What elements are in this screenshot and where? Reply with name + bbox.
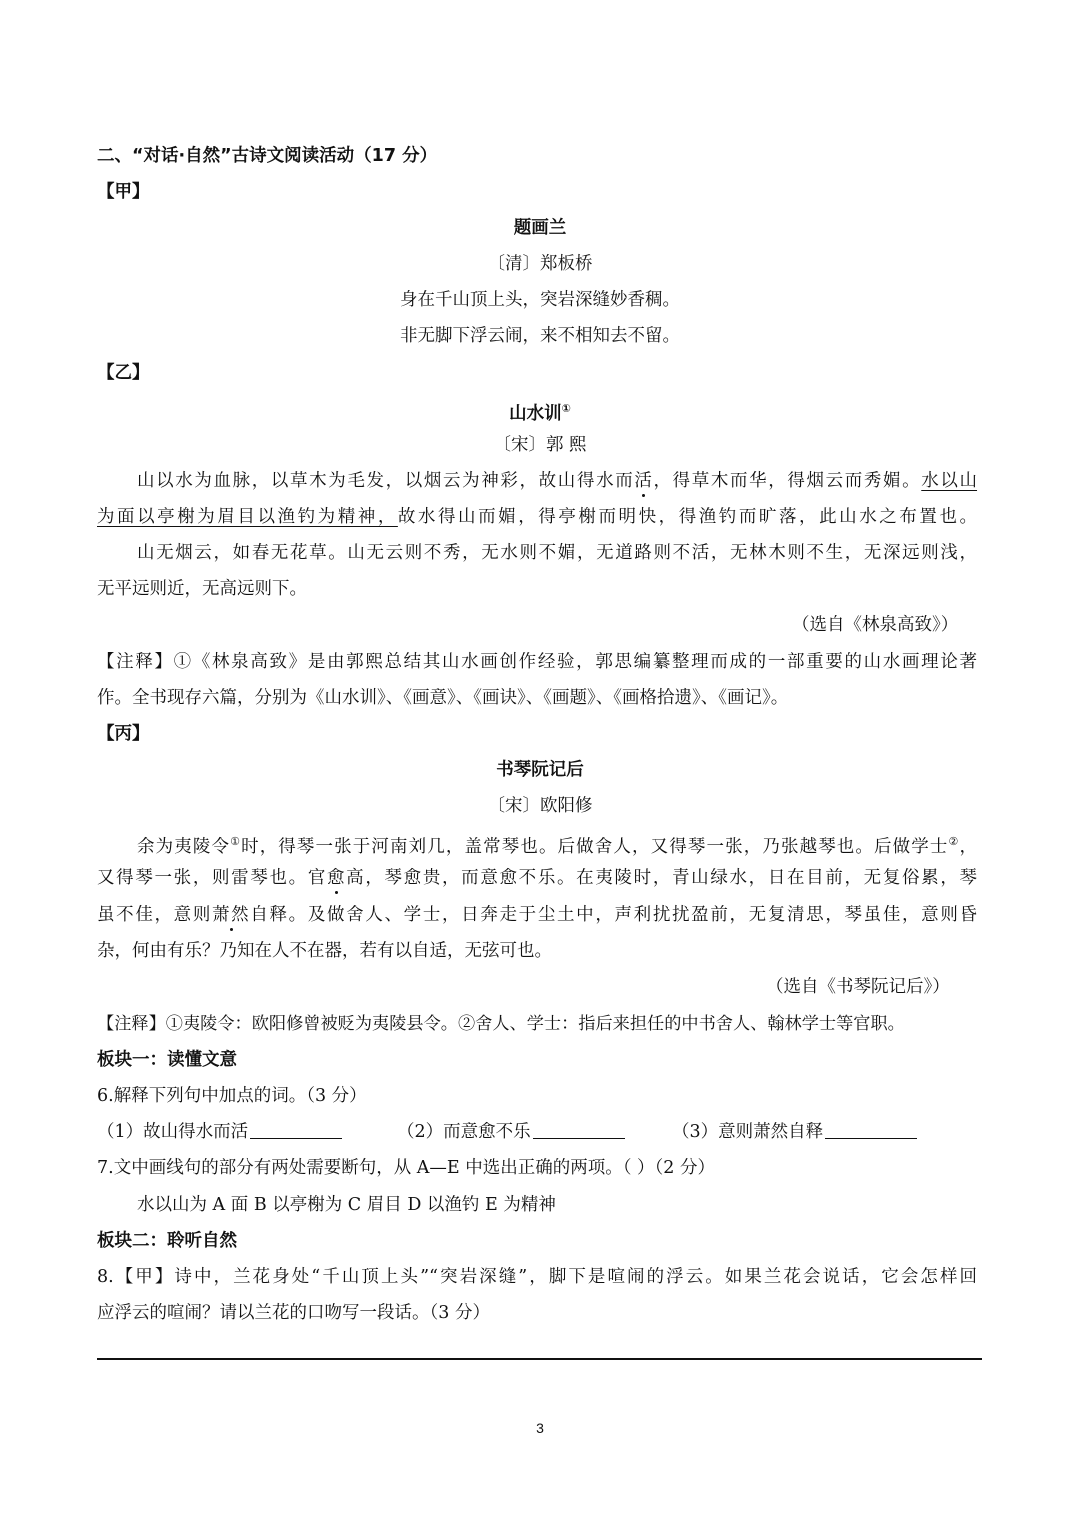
yi-title: 山水训 — [509, 404, 562, 424]
page-number: 3 — [536, 1420, 544, 1436]
yi-note-line-2: 作。全书现存六篇，分别为《山水训》、《画意》、《画诀》、《画题》、《画格拾遗》、《画记》。 — [97, 688, 789, 708]
answer-blank-3[interactable] — [825, 1120, 917, 1139]
q6-item-3 — [672, 1120, 917, 1144]
bing-note: 【注释】①夷陵令：欧阳修曾被贬为夷陵县令。②舍人、学士：指后来担任的中书舍人、翰林学士等官职。 — [97, 1014, 905, 1034]
yi-paragraph-1-line-2 — [97, 505, 977, 529]
bing-line-4: 杂，何由有乐？乃知在人不在器，若有以自适，无弦可也。 — [97, 941, 552, 961]
dotted-word-yu: 愈 — [327, 868, 347, 888]
q6-item-1-text: （1）故山得水而活 — [97, 1122, 249, 1142]
note-mark-1: ① — [230, 835, 242, 848]
yi-text-b: ，得草木而华，得烟云而秀媚。 — [653, 471, 922, 491]
answer-blank-2[interactable] — [533, 1120, 625, 1139]
jia-poem-line-1: 身在千山顶上头，突岩深缝妙香稠。 — [400, 290, 680, 310]
bing-tag: 【丙】 — [97, 724, 150, 744]
q8-answer-line[interactable] — [97, 1358, 982, 1360]
bing-title: 书琴阮记后 — [496, 760, 584, 780]
bing-text-f: 虽不佳，意则 — [97, 905, 212, 925]
bing-text-a: 余为夷陵令 — [137, 837, 231, 857]
yi-text-c: 故水得山而媚，得亭榭而明快，得渔钓而旷落，此山水之布置也。 — [397, 507, 978, 527]
jia-author: 〔清〕郑板桥 — [487, 254, 593, 274]
q8-line-2: 应浮云的喧闹？请以兰花的口吻写一段话。（3 分） — [97, 1303, 490, 1323]
yi-paragraph-2-line-1: 山无烟云，如春无花草。山无云则不秀，无水则不媚，无道路则不活，无林木则不生，无深远则浅， — [137, 543, 977, 563]
bing-source: （选自《书琴阮记后》） — [766, 977, 950, 997]
bing-text-g: 自释。及做舍人、学士，日奔走于尘土中，声利扰扰盈前，无复清思，琴虽佳，意则昏 — [250, 905, 978, 925]
yi-source: （选自《林泉高致》） — [792, 615, 959, 635]
bing-line-1 — [137, 830, 977, 859]
section-title: 二、“对话·自然”古诗文阅读活动（17 分） — [97, 146, 438, 166]
bing-text-d: 又得琴一张，则雷琴也。官 — [97, 868, 327, 888]
bing-text-b: 时，得琴一张于河南刘几，盖常琴也。后做舍人，又得琴一张，乃张越琴也。后做学士 — [241, 837, 949, 857]
yi-paragraph-1-line-1 — [137, 469, 977, 493]
jia-title: 题画兰 — [513, 218, 567, 238]
yi-title-note-mark: ① — [561, 402, 571, 415]
bing-text-c: ， — [959, 837, 977, 857]
yi-paragraph-2-line-2: 无平远则近，无高远则下。 — [97, 579, 307, 599]
jia-poem-line-2: 非无脚下浮云闹，来不相知去不留。 — [400, 326, 680, 346]
yi-author: 〔宋〕郭 熙 — [493, 435, 587, 455]
yi-note-line-1: 【注释】①《林泉高致》是由郭熙总结其山水画创作经验，郭思编纂整理而成的一部重要的山水画理论著 — [97, 652, 977, 672]
q6-item-3-text: （3）意则萧然自释 — [672, 1122, 824, 1142]
underlined-sentence-start: 水以山 — [921, 471, 978, 491]
bing-line-3 — [97, 903, 977, 927]
q7-stem: 7.文中画线句的部分有两处需要断句，从 A—E 中选出正确的两项。（ ）（2 分） — [97, 1158, 715, 1178]
dotted-word-xiaoran: 萧然 — [212, 905, 251, 925]
bing-author: 〔宋〕欧阳修 — [487, 796, 593, 816]
answer-blank-1[interactable] — [250, 1120, 342, 1139]
block-2-title: 板块二：聆听自然 — [97, 1231, 237, 1251]
underlined-sentence-end: 为面以亭榭为眉目以渔钓为精神， — [97, 507, 398, 527]
q6-item-2-text: （2）而意愈不乐 — [397, 1122, 531, 1142]
yi-tag: 【乙】 — [97, 363, 150, 383]
q6-stem: 6.解释下列句中加点的词。（3 分） — [97, 1086, 367, 1106]
note-mark-2: ② — [948, 835, 960, 848]
q8-line-1: 8.【甲】诗中，兰花身处“千山顶上头”“突岩深缝”，脚下是喧闹的浮云。如果兰花会说话，它会怎样回 — [97, 1267, 977, 1287]
dotted-word-huo: 活 — [634, 471, 654, 491]
yi-title-line — [0, 397, 1080, 426]
bing-text-e: 高，琴愈贵，而意愈不乐。在夷陵时，青山绿水，日在目前，无复俗累，琴 — [346, 868, 978, 888]
yi-text-a: 山以水为血脉，以草木为毛发，以烟云为神彩，故山得水而 — [137, 471, 635, 491]
bing-line-2 — [97, 866, 977, 890]
jia-tag: 【甲】 — [97, 182, 150, 202]
q6-item-2 — [397, 1120, 625, 1144]
block-1-title: 板块一：读懂文意 — [97, 1050, 237, 1070]
q7-options: 水以山为 A 面 B 以亭榭为 C 眉目 D 以渔钓 E 为精神 — [137, 1195, 556, 1215]
q6-item-1 — [97, 1120, 342, 1144]
